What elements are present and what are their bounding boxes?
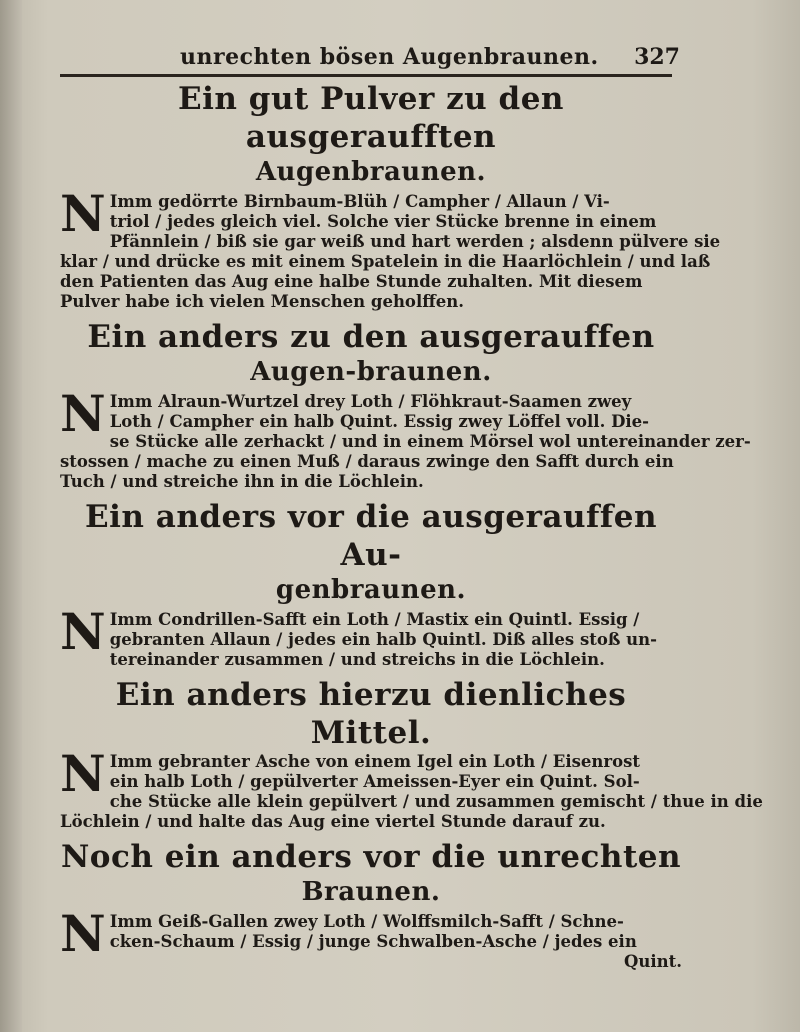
section-subheading: Braunen. <box>301 877 441 907</box>
recipe-section <box>60 318 751 492</box>
recipe-paragraph <box>60 602 682 670</box>
page-number: 327 <box>634 44 680 70</box>
text-line: cken-Schaum / Essig / junge Schwalben-Asche / jedes ein <box>109 932 637 951</box>
section-heading: Ein gut Pulver zu den ausgeraufften <box>178 81 564 155</box>
text-line: Imm gedörrte Birnbaum-Blüh / Campher / Allaun / Vi- <box>109 192 610 211</box>
section-heading: Ein anders vor die ausgerauffen Au- <box>85 499 657 573</box>
drop-cap: N <box>60 602 106 661</box>
text-line: Imm Condrillen-Safft ein Loth / Mastix ein Quintl. Essig / <box>109 610 640 629</box>
text-line: gebranten Allaun / jedes ein halb Quintl. Diß alles stoß un- <box>109 630 657 649</box>
section-subheading: Augen-braunen. <box>250 357 492 387</box>
text-line: Pulver habe ich vielen Menschen geholffen. <box>60 292 464 311</box>
text-line: triol / jedes gleich viel. Solche vier Stücke brenne in einem <box>109 212 657 231</box>
recipe-paragraph <box>60 184 721 312</box>
section-heading: Noch ein anders vor die unrechten <box>60 839 682 875</box>
recipe-section <box>60 838 682 972</box>
recipe-paragraph <box>60 384 751 492</box>
drop-cap: N <box>60 744 106 803</box>
text-block <box>60 80 763 978</box>
text-line: se Stücke alle zerhackt / und in einem Mörsel wol untereinander zer- <box>109 432 751 451</box>
text-line: Tuch / und streiche ihn in die Löchlein. <box>60 472 424 491</box>
recipe-paragraph <box>60 904 682 972</box>
section-heading: Ein anders zu den ausgerauffen <box>87 319 655 355</box>
recipe-section <box>60 676 763 832</box>
text-line: Löchlein / und halte das Aug eine viertel Stunde darauf zu. <box>60 812 606 831</box>
text-line: Quint. <box>624 952 682 971</box>
drop-cap: N <box>60 184 106 243</box>
running-head <box>60 44 680 74</box>
text-line: ein halb Loth / gepülverter Ameissen-Eyer ein Quint. Sol- <box>109 772 640 791</box>
text-line: tereinander zusammen / und streichs in die Löchlein. <box>109 650 605 669</box>
recipe-paragraph <box>60 744 763 832</box>
section-subheading: genbraunen. <box>275 575 467 605</box>
running-title: unrechten bösen Augenbraunen. <box>180 44 599 70</box>
section-heading: Ein anders hierzu dienliches Mittel. <box>115 677 627 751</box>
section-subheading: Augenbraunen. <box>255 157 487 187</box>
recipe-section <box>60 80 721 312</box>
text-line: stossen / mache zu einen Muß / daraus zwinge den Safft durch ein <box>60 452 674 471</box>
text-line: Imm Alraun-Wurtzel drey Loth / Flöhkraut-Saamen zwey <box>109 392 632 411</box>
drop-cap: N <box>60 384 106 443</box>
text-line: Imm gebranter Asche von einem Igel ein Loth / Eisenrost <box>109 752 641 771</box>
header-rule <box>60 74 672 77</box>
recipe-section <box>60 498 682 670</box>
text-line: Loth / Campher ein halb Quint. Essig zwey Löffel voll. Die- <box>109 412 649 431</box>
text-line: den Patienten das Aug eine halbe Stunde zuhalten. Mit diesem <box>60 272 643 291</box>
text-line: Imm Geiß-Gallen zwey Loth / Wolffsmilch-Safft / Schne- <box>109 912 624 931</box>
drop-cap: N <box>60 904 106 963</box>
text-line: klar / und drücke es mit einem Spatelein in die Haarlöchlein / und laß <box>60 252 711 271</box>
text-line: Pfännlein / biß sie gar weiß und hart werden ; alsdenn pülvere sie <box>109 232 721 251</box>
page-gutter <box>0 0 22 1032</box>
text-line: che Stücke alle klein gepülvert / und zusammen gemischt / thue in die <box>109 792 763 811</box>
